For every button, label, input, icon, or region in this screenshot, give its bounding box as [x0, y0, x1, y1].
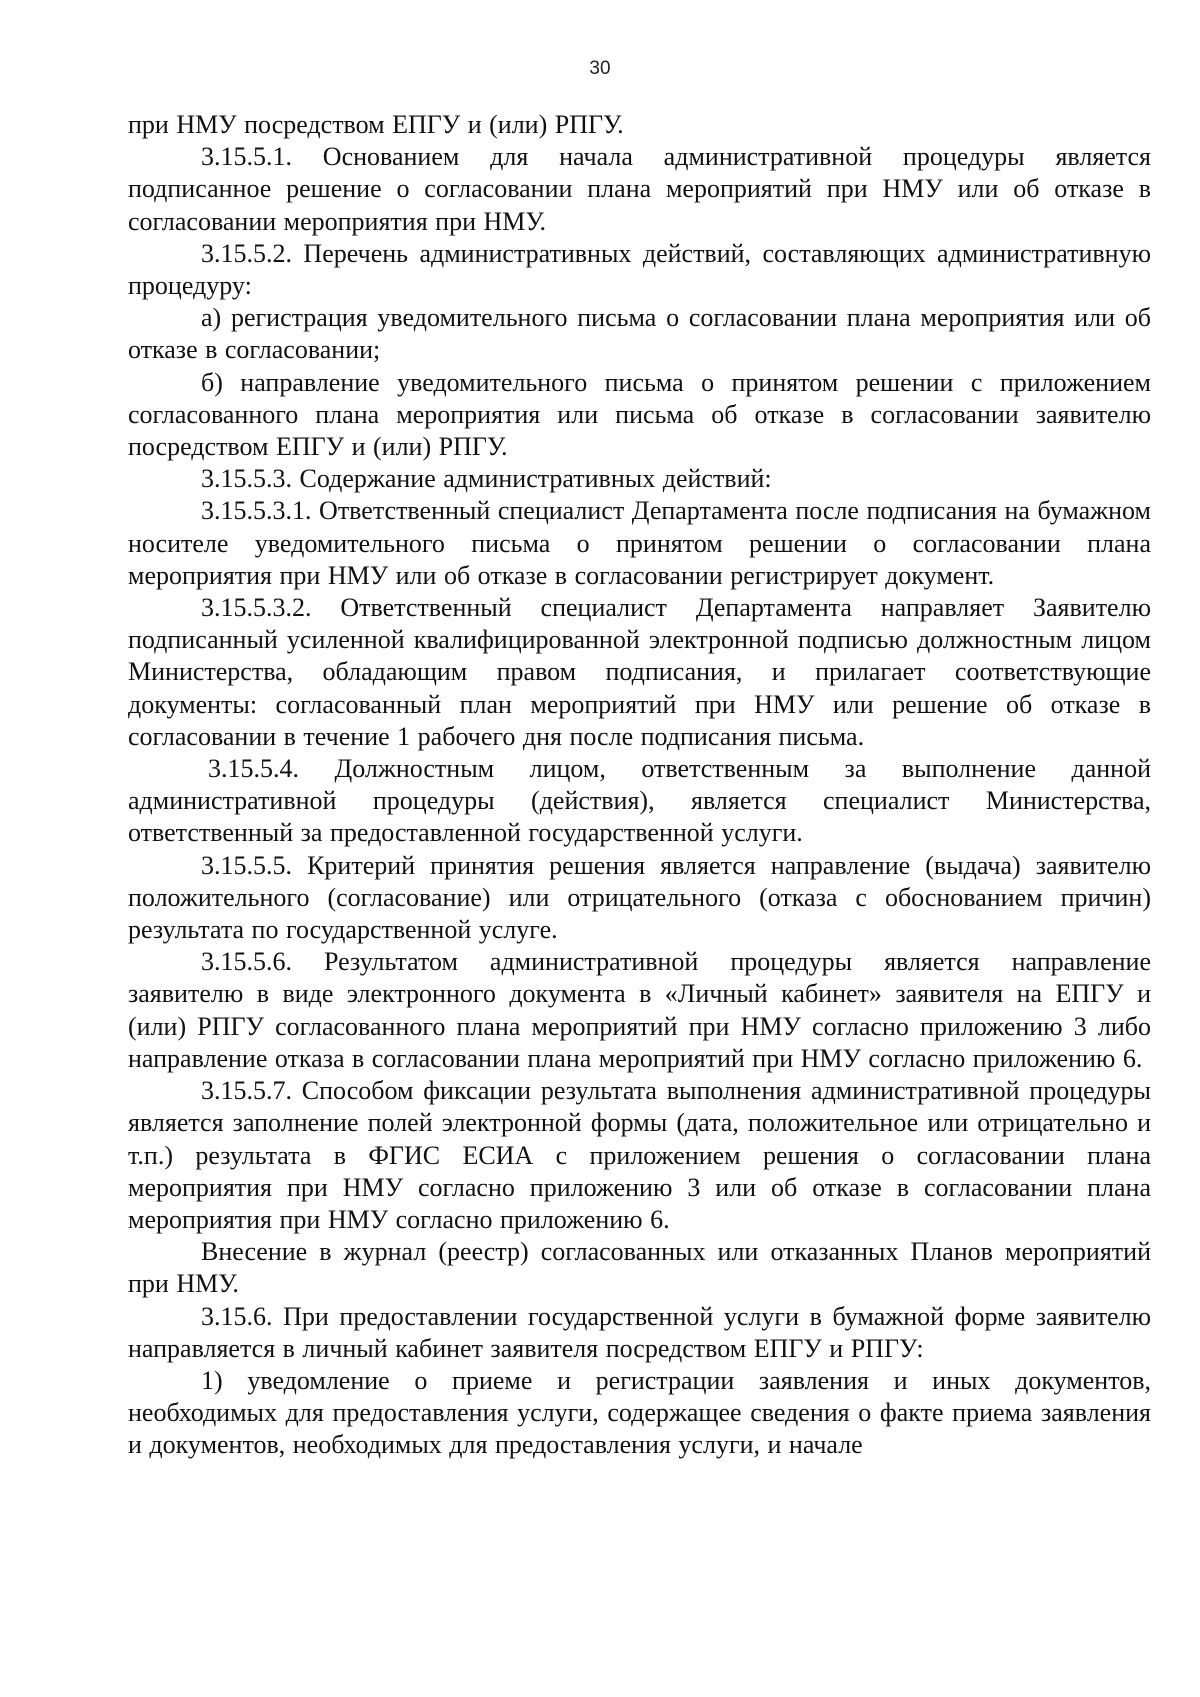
list-item-1: 1) уведомление о приеме и регистрации заявления и иных документов, необходимых для предоставления услуги, содержащее сведения о факте приема заявления и документов, необходимых для предоставления услуги, и начале	[128, 1365, 1151, 1460]
page-number: 30	[589, 58, 611, 79]
paragraph-3-15-6: 3.15.6. При предоставлении государственной услуги в бумажной форме заявителю направляется в личный кабинет заявителя посредством ЕПГУ и РПГУ:	[128, 1301, 1151, 1363]
paragraph-3-15-5-3-2: 3.15.5.3.2. Ответственный специалист Департамента направляет Заявителю подписанный усиленной квалифицированной электронной подписью должностным лицом Министерства, обладающим правом подписания, и прилагает соответствующие документы: согласованный план мероприятий при НМУ или решение об отказе в согласовании в течение 1 рабочего дня после подписания письма.	[128, 593, 1151, 751]
paragraph-3-15-5-1: 3.15.5.1. Основанием для начала административной процедуры является подписанное решение о согласовании плана мероприятий при НМУ или об отказе в согласовании мероприятия при НМУ.	[128, 142, 1151, 236]
paragraph-3-15-5-2: 3.15.5.2. Перечень административных действий, составляющих административную процедуру:	[128, 238, 1151, 301]
paragraph-3-15-5-4: 3.15.5.4. Должностным лицом, ответственным за выполнение данной административной процедуры (действия), является специалист Министерства, ответственный за предоставленной государственной услуги.	[128, 754, 1151, 848]
list-item-b: б) направление уведомительного письма о принятом решении с приложением согласованного плана мероприятия или письма об отказе в согласовании заявителю посредством ЕПГУ и (или) РПГУ.	[128, 367, 1151, 462]
list-item-a: а) регистрация уведомительного письма о согласовании плана мероприятия или об отказе в согласовании;	[128, 303, 1151, 365]
paragraph-journal-entry: Внесение в журнал (реестр) согласованных или отказанных Планов мероприятий при НМУ.	[128, 1237, 1151, 1299]
paragraph-3-15-5-3-1: 3.15.5.3.1. Ответственный специалист Департамента после подписания на бумажном носителе уведомительного письма о принятом решении о согласовании плана мероприятия при НМУ или об отказе в согласовании регистрирует документ.	[128, 496, 1151, 590]
paragraph-3-15-5-6: 3.15.5.6. Результатом административной процедуры является направление заявителю в виде электронного документа в «Личный кабинет» заявителя на ЕПГУ и (или) РПГУ согласованного плана мероприятий при НМУ согласно приложению 3 либо направление отказа в согласовании плана мероприятий при НМУ согласно приложению 6.	[128, 947, 1151, 1073]
document-body	[128, 109, 1151, 1462]
paragraph-3-15-5-7: 3.15.5.7. Способом фиксации результата выполнения административной процедуры является заполнение полей электронной формы (дата, положительное или отрицательно и т.п.) результата в ФГИС ЕСИА с приложением решения о согласовании плана мероприятия при НМУ согласно приложению 3 или об отказе в согласовании плана мероприятия при НМУ согласно приложению 6.	[128, 1076, 1151, 1234]
paragraph-3-15-5-5: 3.15.5.5. Критерий принятия решения является направление (выдача) заявителю положительного (согласование) или отрицательного (отказа с обоснованием причин) результата по государственной услуге.	[128, 850, 1151, 945]
paragraph-continuation: при НМУ посредством ЕПГУ и (или) РПГУ.	[128, 110, 624, 139]
paragraph-3-15-5-3: 3.15.5.3. Содержание административных действий:	[201, 464, 772, 494]
